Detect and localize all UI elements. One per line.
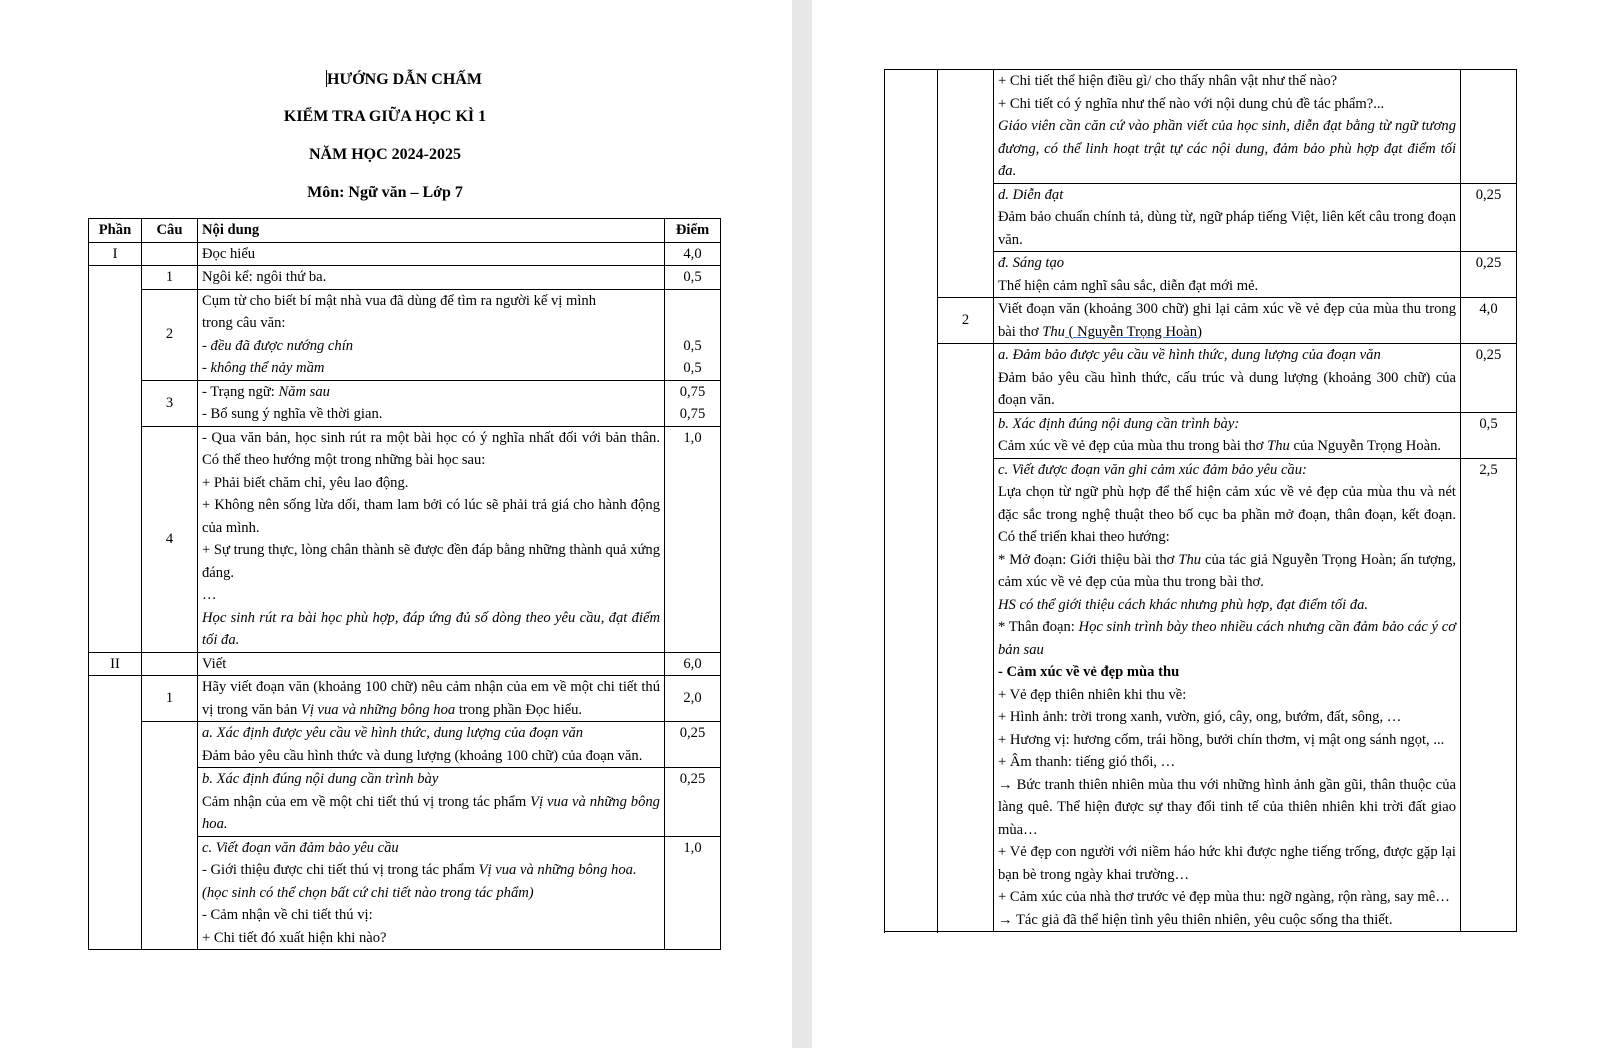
q2-intro2: trong câu văn: [202, 315, 286, 331]
q4-line-1: + Phải biết chăm chỉ, yêu lao động. [202, 474, 409, 491]
q3-content [198, 380, 665, 426]
p2q1-c-cont2: + Chi tiết có ý nghĩa như thế nào với nội dung chủ đề tác phẩm?... [998, 95, 1385, 112]
part2-label: II [89, 652, 142, 676]
header-diem: Điểm [665, 219, 721, 243]
q3-a-prefix: - Trạng ngữ: [202, 383, 279, 400]
p2q1-e-text: Thể hiện cảm nghĩ sâu sắc, diễn đạt mới mẻ. [998, 277, 1259, 294]
header-phan: Phần [89, 219, 142, 243]
q4-line-3: + Sự trung thực, lòng chân thành sẽ được đền đáp bằng những thành quả xứng đáng. [202, 542, 660, 581]
p2q1-num: 1 [142, 676, 198, 722]
q2-content [198, 289, 665, 380]
part1-phan-cell [89, 266, 142, 653]
p2q1-a-title: a. Xác định được yêu cầu về hình thức, dung lượng của đoạn văn [202, 725, 584, 741]
p2q2-score: 4,0 [1461, 298, 1517, 344]
p2q1-cau-cell-cont [938, 70, 994, 298]
p2q1-d-title: d. Diễn đạt [998, 186, 1064, 203]
p2q1-a [198, 722, 665, 768]
grading-table-left [88, 218, 721, 950]
q3-num: 3 [142, 380, 198, 426]
empty-cell [142, 242, 198, 266]
p2q2-num: 2 [938, 298, 994, 344]
p2q2-c-p6: + Vẻ đẹp thiên nhiên khi thu về: [998, 686, 1187, 703]
p2q2-b-score: 0,5 [1461, 412, 1517, 458]
part2-phan-cell-cont [885, 70, 938, 932]
part1-title: Đọc hiểu [198, 242, 665, 266]
p2q1-d [994, 183, 1461, 252]
p2q2-sub-cau-cell [938, 344, 994, 932]
q2-scores [665, 289, 721, 380]
header-noidung: Nội dung [198, 219, 665, 243]
p2q2-c-score: 2,5 [1461, 458, 1517, 932]
part1-score: 4,0 [665, 242, 721, 266]
header-cau: Câu [142, 219, 198, 243]
q4-content [198, 426, 665, 652]
p2q2-a [994, 344, 1461, 413]
q3-b-score: 0,75 [679, 406, 706, 422]
p2q1-c-line3: - Cảm nhận về chi tiết thú vị: [202, 907, 373, 923]
p2q2-c-p8: + Hương vị: hương cốm, trái hồng, bưởi chín thơm, vị mật ong sánh ngọt, ... [998, 731, 1445, 748]
p2q1-b-title: b. Xác định đúng nội dung cần trình bày [202, 771, 439, 787]
p2q1-c: c. Viết đoạn văn đảm bảo yêu cầu - Giới thiệu được chi tiết thú vị trong tác phẩm Vị vua và những bông hoa. (học sinh có thể chọn bất cứ chi tiết nào trong tác phẩm) - Cảm nhận về chi tiết thú vị: + Chi tiết đó xuất hiện khi nào? [198, 836, 665, 950]
p2q2-text: Viết đoạn văn (khoảng 300 chữ) ghi lại cảm xúc về vẻ đẹp của mùa thu trong bài thơ Thu ( Nguyễn Trọng Hoàn) [994, 298, 1461, 344]
q4-note: Học sinh rút ra bài học phù hợp, đáp ứng đủ số dòng theo yêu cầu, đạt điểm tối đa. [202, 609, 660, 648]
p2q2-a-score: 0,25 [1461, 344, 1517, 413]
p2q1-b-score: 0,25 [665, 768, 721, 837]
p2q1-c-cont-note: Giáo viên cần căn cứ vào phần viết của học sinh, diễn đạt bằng từ ngữ tương đương, có thể linh hoạt trật tự các nội dung, đảm bảo phù hợp đạt điểm tối đa. [998, 118, 1456, 179]
page-right [812, 0, 1600, 1048]
p2q1-a-score: 0,25 [665, 722, 721, 768]
p2q2-c-title: c. Viết được đoạn văn ghi cảm xúc đảm bảo yêu cầu: [998, 461, 1307, 478]
q3-b: - Bổ sung ý nghĩa về thời gian. [202, 406, 383, 422]
p2q2-c-p12: + Cảm xúc của nhà thơ trước vẻ đẹp mùa thu: ngỡ ngàng, rộn ràng, say mê… [998, 889, 1450, 905]
q3-a-score: 0,75 [679, 383, 706, 400]
grading-table-right [884, 69, 1517, 932]
q2-b-prefix: - [202, 360, 211, 376]
empty-score-cell [1461, 70, 1517, 184]
p2q2-c: c. Viết được đoạn văn ghi cảm xúc đảm bảo yêu cầu: Lựa chọn từ ngữ phù hợp để thể hiện cảm xúc về vẻ đẹp của mùa thu và nét đặc sắc trong nghệ thuật theo bố cục ba phần mở đoạn, thân đoạn, kết đoạn. Có thể triển khai theo hướng: * Mở đoạn: Giới thiệu bài thơ Thu của tác giả Nguyễn Trọng Hoàn; ấn tượng, cảm xúc về vẻ đẹp của mùa thu trong bài thơ. HS có thể giới thiệu cách khác nhưng phù hợp, đạt điểm tối đa. * Thân đoạn: Học sinh trình bày theo nhiều cách nhưng cần đảm bảo các ý cơ bản sau - Cảm xúc về vẻ đẹp mùa thu + Vẻ đẹp thiên nhiên khi thu về: + Hình ảnh: trời trong xanh, vườn, gió, cây, ong, bướm, đất, sông, … + Hương vị: hương cốm, trái hồng, bưởi chín thơm, vị mật ong sánh ngọt, ... + Âm thanh: tiếng gió thổi, … → Bức tranh thiên nhiên mùa thu với những hình ảnh gần gũi, thân thuộc của làng quê. Thể hiện được sự thay đổi tinh tế của thiên nhiên khi trời đất giao mùa… + Vẻ đẹp con người với niềm háo hức khi được nghe tiếng trống, được gặp lại bạn bè trong ngày khai trường… + Cảm xúc của nhà thơ trước vẻ đẹp mùa thu: ngỡ ngàng, rộn ràng, say mê… → Tác giả đã thể hiện tình yêu thiên nhiên, yêu cuộc sống tha thiết. [994, 458, 1461, 932]
part2-title: Viết [198, 652, 665, 676]
part2-score: 6,0 [665, 652, 721, 676]
q1-text: Ngôi kể: ngôi thứ ba. [198, 266, 665, 290]
p2q1-c-cont [994, 70, 1461, 184]
title-mon: Môn: Ngữ văn – Lớp 7 [307, 184, 463, 201]
p2q2-c-p1: Lựa chọn từ ngữ phù hợp để thể hiện cảm xúc về vẻ đẹp của mùa thu và nét đặc sắc trong nghệ thuật theo bố cục ba phần mở đoạn, thân đoạn, kết đoạn. Có thể triển khai theo hướng: [998, 484, 1456, 545]
p2q1-a-text: Đảm bảo yêu cầu hình thức và dung lượng (khoảng 100 chữ) của đoạn văn. [202, 747, 643, 764]
p2q1-text: Hãy viết đoạn văn (khoảng 100 chữ) nêu cảm nhận của em về một chi tiết thú vị trong văn bản Vị vua và những bông hoa trong phần Đọc hiểu. [198, 676, 665, 722]
title-huong-dan-cham: HƯỚNG DẪN CHẤM [327, 71, 482, 88]
q2-a-score: 0,5 [683, 337, 702, 354]
p2q1-e-title: đ. Sáng tạo [998, 255, 1065, 271]
q1-score: 0,5 [665, 266, 721, 290]
p2q1-c-title: c. Viết đoạn văn đảm bảo yêu cầu [202, 839, 399, 856]
q2-a: đều đã được nướng chín [210, 337, 354, 354]
p2q2-c-p7: + Hình ảnh: trời trong xanh, vườn, gió, cây, ong, bướm, đất, sông, … [998, 709, 1402, 725]
p2q1-score: 2,0 [665, 676, 721, 722]
title-kiem-tra: KIỂM TRA GIỮA HỌC KÌ 1 [283, 108, 487, 125]
title-nam-hoc: NĂM HỌC 2024-2025 [309, 146, 461, 163]
p2q2-b-title: b. Xác định đúng nội dung cần trình bày: [998, 415, 1240, 432]
q4-score: 1,0 [665, 426, 721, 652]
p2q1-e-score: 0,25 [1461, 252, 1517, 298]
q2-b: không thể nảy mầm [210, 360, 325, 376]
q4-num: 4 [142, 426, 198, 652]
q2-b-score: 0,5 [683, 360, 702, 376]
p2q1-c-score: 1,0 [665, 836, 721, 950]
p2q1-e [994, 252, 1461, 298]
p2q1-sub-cau-cell [142, 722, 198, 950]
page-left [0, 0, 792, 1048]
p2q2-c-p3: HS có thể giới thiệu cách khác nhưng phù hợp, đạt điểm tối đa. [998, 596, 1369, 613]
p2q1-c-line2: (học sinh có thể chọn bất cứ chi tiết nào trong tác phẩm) [202, 884, 534, 901]
p2q2-b: b. Xác định đúng nội dung cần trình bày: Cảm xúc về vẻ đẹp của mùa thu trong bài thơ Thu của Nguyễn Trọng Hoàn. [994, 412, 1461, 458]
p2q1-c-cont1: + Chi tiết thể hiện điều gì/ cho thấy nhân vật như thế nào? [998, 73, 1338, 89]
empty-cell [142, 652, 198, 676]
p2q2-c-p13: → Tác giả đã thể hiện tình yêu thiên nhiên, yêu cuộc sống tha thiết. [998, 911, 1393, 928]
p2q2-a-text: Đảm bảo yêu cầu hình thức, cấu trúc và dung lượng (khoảng 300 chữ) của đoạn văn. [998, 369, 1456, 408]
p2q2-c-p11: + Vẻ đẹp con người với niềm háo hức khi được nghe tiếng trống, được gặp lại bạn bè trong ngày khai trường… [998, 844, 1456, 883]
p2q2-a-title: a. Đảm bảo được yêu cầu về hình thức, dung lượng của đoạn văn [998, 347, 1381, 363]
q3-scores [665, 380, 721, 426]
q2-num: 2 [142, 289, 198, 380]
p2q1-d-text: Đảm bảo chuẩn chính tả, dùng từ, ngữ pháp tiếng Việt, liên kết câu trong đoạn văn. [998, 209, 1456, 248]
q3-a: Năm sau [278, 383, 330, 400]
q4-line-4: … [202, 587, 217, 603]
p2q1-b: b. Xác định đúng nội dung cần trình bày Cảm nhận của em về một chi tiết thú vị trong tác phẩm Vị vua và những bông hoa. [198, 768, 665, 837]
q4-line-2: + Không nên sống lừa dối, tham lam bởi có lúc sẽ phải trả giá cho hành động của mình. [202, 497, 660, 536]
p2q2-c-p5: - Cảm xúc về vẻ đẹp mùa thu [998, 664, 1180, 680]
p2q2-c-p10: → Bức tranh thiên nhiên mùa thu với những hình ảnh gần gũi, thân thuộc của làng quê. Thể hiện được sự thay đổi tinh tế của thiên nhiên khi trời đất giao mùa… [998, 776, 1456, 838]
q1-num: 1 [142, 266, 198, 290]
p2q2-c-p9: + Âm thanh: tiếng gió thổi, … [998, 754, 1176, 770]
q2-intro1: Cụm từ cho biết bí mật nhà vua đã dùng để tìm ra người kế vị mình [202, 292, 596, 309]
part1-label: I [89, 242, 142, 266]
q4-line-0: - Qua văn bản, học sinh rút ra một bài học có ý nghĩa nhất đối với bản thân. Có thể theo hướng một trong những bài học sau: [202, 429, 660, 468]
q2-a-prefix: - [202, 337, 211, 354]
p2q1-d-score: 0,25 [1461, 183, 1517, 252]
p2q1-c-line4: + Chi tiết đó xuất hiện khi nào? [202, 929, 387, 946]
part2-phan-cell [89, 676, 142, 950]
